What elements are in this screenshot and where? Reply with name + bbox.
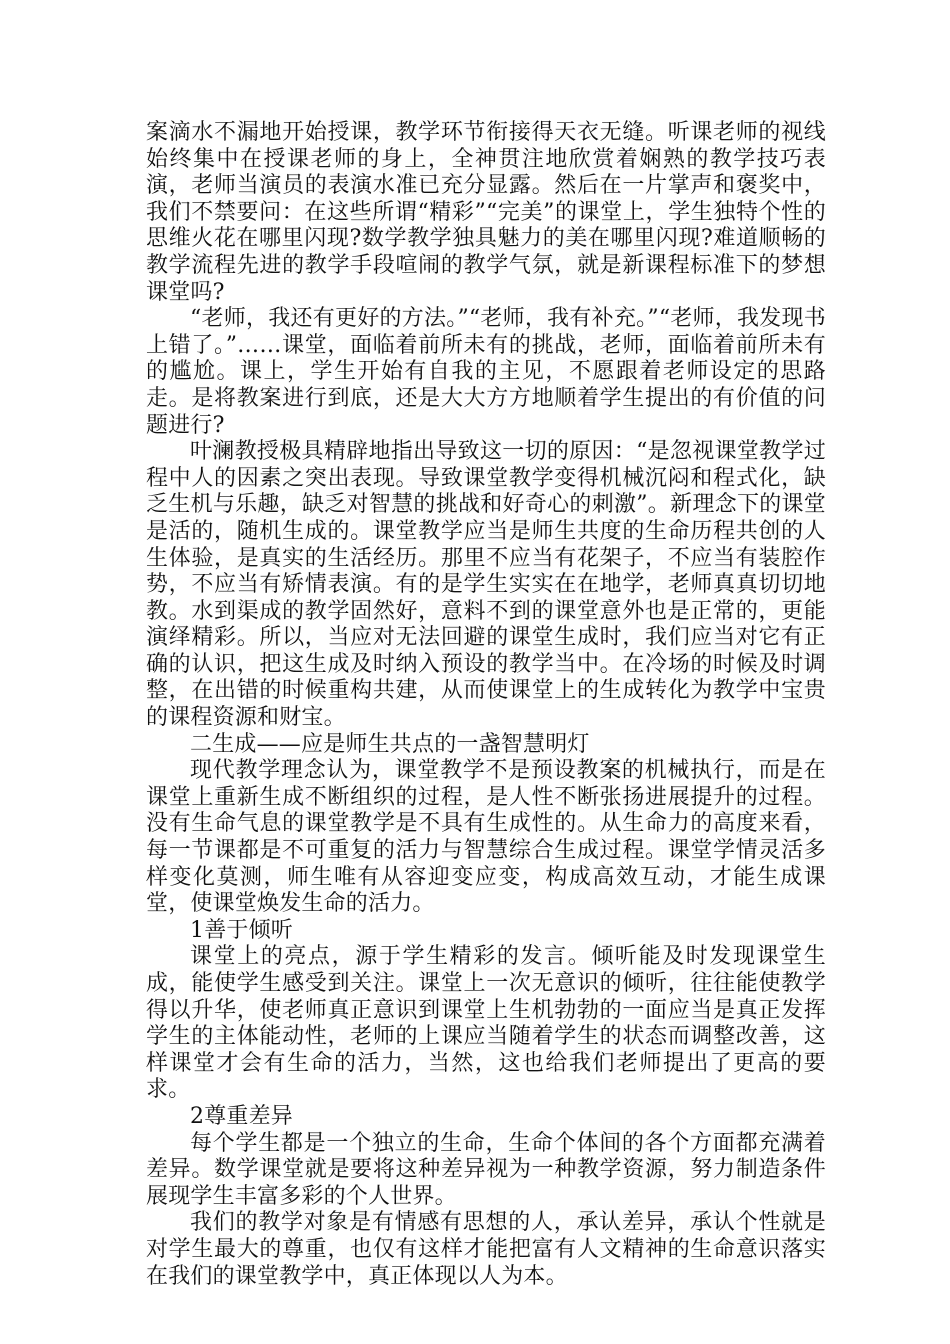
document-page (146, 120, 826, 1290)
paragraph-2: “老师，我还有更好的方法。”“老师，我有补充。”“老师，我发现书上错了。”……课堂，面临着前所未有的挑战，老师，面临着前所未有的尴尬。课上，学生开始有自我的主见，不愿跟着老师设定的思路走。是将教案进行到底，还是大大方方地顺着学生提出的有价值的问题进行? (146, 306, 826, 438)
subheading-listening: 1善于倾听 (190, 917, 293, 943)
paragraph-6: 每个学生都是一个独立的生命，生命个体间的各个方面都充满着差异。数学课堂就是要将这种差异视为一种教学资源，努力制造条件展现学生丰富多彩的个人世界。 (146, 1130, 826, 1209)
paragraph-5: 课堂上的亮点，源于学生精彩的发言。倾听能及时发现课堂生成，能使学生感受到关注。课堂上一次无意识的倾听，往往能使教学得以升华，使老师真正意识到课堂上生机勃勃的一面应当是真正发挥学生的主体能动性，老师的上课应当随着学生的状态而调整改善，这样课堂才会有生命的活力，当然，这也给我们老师提出了更高的要求。 (146, 944, 826, 1103)
section-heading-2: 二生成——应是师生共点的一盏智慧明灯 (190, 731, 590, 757)
subheading-respect-difference: 2尊重差异 (190, 1103, 293, 1129)
paragraph-1: 案滴水不漏地开始授课，教学环节衔接得天衣无缝。听课老师的视线始终集中在授课老师的身上，全神贯注地欣赏着娴熟的教学技巧表演，老师当演员的表演水准已充分显露。然后在一片掌声和褒奖中，我们不禁要问：在这些所谓“精彩”“完美”的课堂上，学生独特个性的思维火花在哪里闪现?数学教学独具魅力的美在哪里闪现?难道顺畅的教学流程先进的教学手段喧闹的教学气氛，就是新课程标准下的梦想课堂吗? (146, 120, 826, 305)
paragraph-7: 我们的教学对象是有情感有思想的人，承认差异，承认个性就是对学生最大的尊重，也仅有这样才能把富有人文精神的生命意识落实在我们的课堂教学中，真正体现以人为本。 (146, 1210, 826, 1289)
paragraph-4: 现代教学理念认为，课堂教学不是预设教案的机械执行，而是在课堂上重新生成不断组织的过程，是人性不断张扬进展提升的过程。没有生命气息的课堂教学是不具有生成性的。从生命力的高度来看，每一节课都是不可重复的活力与智慧综合生成过程。课堂学情灵活多样变化莫测，师生唯有从容迎变应变，构成高效互动，才能生成课堂，使课堂焕发生命的活力。 (146, 758, 826, 917)
paragraph-3: 叶澜教授极具精辟地指出导致这一切的原因：“是忽视课堂教学过程中人的因素之突出表现。导致课堂教学变得机械沉闷和程式化，缺乏生机与乐趣，缺乏对智慧的挑战和好奇心的刺激”。新理念下的课堂是活的，随机生成的。课堂教学应当是师生共度的生命历程共创的人生体验，是真实的生活经历。那里不应当有花架子，不应当有装腔作势，不应当有矫情表演。有的是学生实实在在地学，老师真真切切地教。水到渠成的教学固然好，意料不到的课堂意外也是正常的，更能演绎精彩。所以，当应对无法回避的课堂生成时，我们应当对它有正确的认识，把这生成及时纳入预设的教学当中。在冷场的时候及时调整，在出错的时候重构共建，从而使课堂上的生成转化为教学中宝贵的课程资源和财宝。 (146, 439, 826, 731)
